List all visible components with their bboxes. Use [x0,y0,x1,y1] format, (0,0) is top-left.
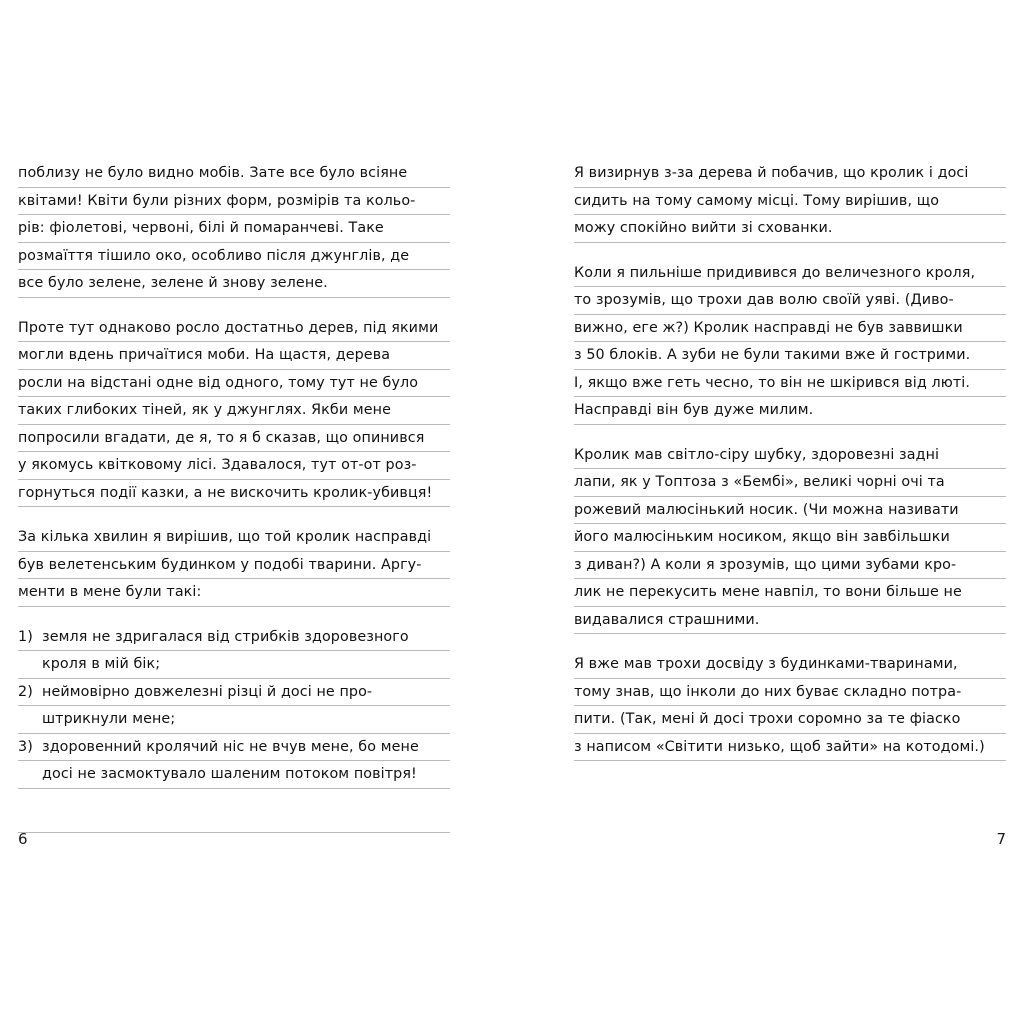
list-item-text: досі не засмоктувало шаленим потоком повітря! [42,766,417,782]
text-line: Я вже мав трохи досвіду з будинками-тваринами, [574,651,1006,679]
text-line: з диван?) А коли я зрозумів, що цими зубами кро- [574,552,1006,580]
paragraph [574,651,1006,761]
text-line: розмаїття тішило око, особливо після джунглів, де [18,243,450,271]
text-line: у якомусь квітковому лісі. Здавалося, тут от-от роз- [18,452,450,480]
text-line: з написом «Світити низько, щоб зайти» на котодомі.) [574,734,1006,762]
list-item-continuation [18,706,450,734]
text-line: За кілька хвилин я вирішив, що той кролик насправді [18,524,450,552]
paragraph [18,524,450,607]
text-line: сидить на тому самому місці. Тому вирішив, що [574,188,1006,216]
text-line: рожевий малюсінький носик. (Чи можна називати [574,497,1006,525]
paragraph [574,260,1006,425]
text-line: лапи, як у Топтоза з «Бембі», великі чорні очі та [574,469,1006,497]
left-page-text-column [18,160,450,833]
paragraph [18,160,450,298]
text-line: квітами! Квіти були різних форм, розмірів та кольо- [18,188,450,216]
list-item-marker: 1) [18,628,33,645]
text-line: попросили вгадати, де я, то я б сказав, що опинився [18,425,450,453]
list-item-marker: 3) [18,738,33,755]
text-line: таких глибоких тіней, як у джунглях. Якби мене [18,397,450,425]
text-line: пити. (Так, мені й досі трохи соромно за те фіаско [574,706,1006,734]
list-item [18,679,450,707]
list-item-text: кроля в мій бік; [42,656,161,672]
list-item [18,624,450,652]
page-number-right: 7 [996,830,1006,848]
text-line: Коли я пильніше придивився до величезного кроля, [574,260,1006,288]
blank-ruled-line-group [18,806,450,834]
text-line: поблизу не було видно мобів. Зате все було всіяне [18,160,450,188]
list-item-text: штрикнули мене; [42,711,176,727]
text-line: був велетенським будинком у подобі тварини. Аргу- [18,552,450,580]
text-line: І, якщо вже геть чесно, то він не шкірився від люті. [574,370,1006,398]
list-item-continuation [18,761,450,789]
paragraph [574,160,1006,243]
text-line: лик не перекусить мене навпіл, то вони більше не [574,579,1006,607]
right-page [512,0,1024,1024]
text-line: горнуться події казки, а не вискочить кролик-убивця! [18,480,450,508]
list-item-text: земля не здригалася від стрибків здоровезного [42,628,409,645]
text-line: менти в мене були такі: [18,579,450,607]
list-item-continuation [18,651,450,679]
text-line: Проте тут однаково росло достатньо дерев, під якими [18,315,450,343]
text-line: все було зелене, зелене й знову зелене. [18,270,450,298]
numbered-list [18,624,450,789]
right-page-text-column [574,160,1006,761]
paragraph [574,442,1006,635]
text-line: можу спокійно вийти зі схованки. [574,215,1006,243]
text-line: Кролик мав світло-сіру шубку, здоровезні задні [574,442,1006,470]
text-line: вижно, еге ж?) Кролик насправді не був заввишки [574,315,1006,343]
text-line: тому знав, що інколи до них буває складно потра- [574,679,1006,707]
text-line: видавалися страшними. [574,607,1006,635]
text-line: його малюсіньким носиком, якщо він завбільшки [574,524,1006,552]
text-line: Насправді він був дуже милим. [574,397,1006,425]
text-line: рів: фіолетові, червоні, білі й помаранчеві. Таке [18,215,450,243]
page-number-left: 6 [18,830,28,848]
list-item-marker: 2) [18,683,33,700]
blank-ruled-line [18,806,450,834]
text-line: то зрозумів, що трохи дав волю своїй уяві. (Диво- [574,287,1006,315]
list-item-text: здоровенний кролячий ніс не вчув мене, бо мене [42,738,419,755]
text-line: могли вдень причаїтися моби. На щастя, дерева [18,342,450,370]
text-line: росли на відстані одне від одного, тому тут не було [18,370,450,398]
paragraph [18,315,450,508]
list-item-text: неймовірно довжелезні різці й досі не про- [42,683,373,700]
text-line: Я визирнув з-за дерева й побачив, що кролик і досі [574,160,1006,188]
list-item [18,734,450,762]
text-line: з 50 блоків. А зуби не були такими вже й гострими. [574,342,1006,370]
